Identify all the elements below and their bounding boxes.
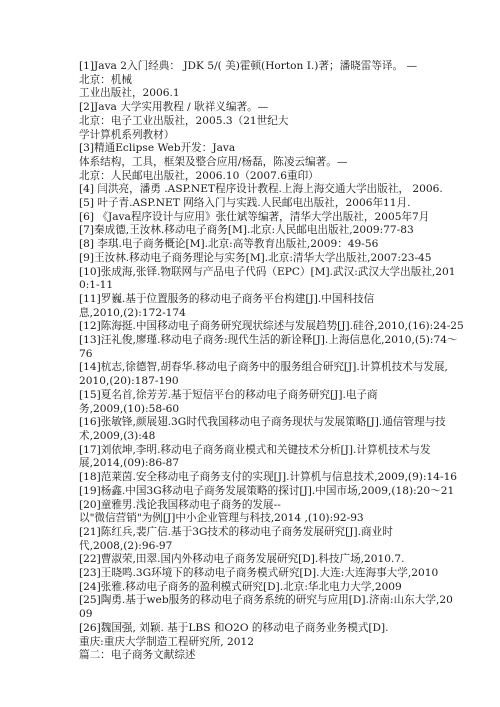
text-line: 息,2010,(2):172-174: [79, 306, 186, 319]
text-line: [13]汪礼俊,廖瑾.移动电子商务:现代生活的新诠释[J].上海信息化,2010,(5):74～: [79, 334, 458, 347]
text-line: [11]罗巍.基于位置服务的移动电子商务平台构建[J].中国科技信: [79, 292, 375, 305]
text-line: 重庆:重庆大学制造工程研究所, 2012: [79, 635, 254, 648]
text-line: [5] 叶子青.ASP.NET 网络入门与实践.人民邮电出版社，2006年11月.: [79, 197, 411, 210]
text-line: [4] 闫洪亮，潘勇 .ASP.NET程序设计教程.上海上海交通大学出版社， 2006.: [79, 183, 443, 196]
text-line: 工业出版社，2006.1: [79, 87, 180, 100]
text-line: 术,2009,(3):48: [79, 429, 156, 442]
text-line: [19]杨鑫.中国3G移动电子商务发展策略的探讨[J].中国市场,2009,(18):20～21: [79, 484, 455, 497]
text-line: [9]王汝林.移动电子商务理论与实务[M].北京:清华大学出版社,2007:23-45: [79, 251, 432, 264]
text-line: 09: [79, 608, 93, 621]
text-line: 北京：机械: [79, 73, 132, 86]
text-line: 76: [79, 347, 93, 360]
text-line: [20]童雅男.浅论我国移动电子商务的发展--: [79, 498, 281, 511]
text-line: 篇二：电子商务文献综述: [79, 649, 196, 662]
text-line: [17]刘依坤,李明.移动电子商务商业模式和关键技术分析[J].计算机技术与发: [79, 443, 431, 456]
text-line: 体系结构，工具，框架及整合应用/杨磊，陈凌云编著。—: [79, 155, 348, 168]
text-line: [24]张雅.移动电子商务的盈利模式研究[D].北京:华北电力大学,2009: [79, 580, 402, 593]
text-line: [1]Java 2入门经典： JDK 5/( 美)霍顿(Horton I.)著；潘晓雷等译。 —: [79, 60, 418, 72]
text-line: [21]陈红兵,裴广信.基于3G技术的移动电子商务发展研究[J].商业时: [79, 525, 393, 538]
text-line: [15]夏名首,徐芳芳.基于短信平台的移动电子商务研究[J].电子商: [79, 388, 378, 401]
text-line: 2010,(20):187-190: [79, 375, 179, 388]
text-line: 0:1-11: [79, 279, 114, 292]
text-line: [12]陈海挺.中国移动电子商务研究现状综述与发展趋势[J].硅谷,2010,(16):24-25: [79, 320, 464, 333]
text-line: [22]曹淑荣,田翠.国内外移动电子商务发展研究[D].科技广场,2010.7.: [79, 553, 405, 566]
text-line: [18]范莱茵.安全移动电子商务支付的实现[J].计算机与信息技术,2009,(9):14-16: [79, 471, 458, 484]
text-line: 学计算机系列教材）: [79, 128, 175, 141]
text-line: 代,2008,(2):96-97: [79, 539, 173, 552]
text-line: [25]陶勇.基于web服务的移动电子商务系统的研究与应用[D].济南:山东大学,20: [79, 594, 453, 607]
text-line: [26]魏国强, 刘颖. 基于LBS 和O2O 的移动电子商务业务模式[D].: [79, 621, 389, 634]
text-line: [10]张成海,张铎.物联网与产品电子代码（EPC）[M].武汉:武汉大学出版社,201: [79, 265, 456, 278]
text-line: [6] 《Java程序设计与应用》张仕斌等编著，清华大学出版社，2005年7月: [79, 210, 430, 223]
text-line: [16]张敏锋,颜展翅.3G时代我国移动电子商务现状与发展策略[J].通信管理与技: [79, 416, 446, 429]
text-line: [3]精通Eclipse Web开发：Java: [79, 142, 236, 155]
text-line: 展,2014,(09):86-87: [79, 457, 180, 470]
reference-list: [79, 60, 482, 663]
text-line: [23]王晓鸣.3G环境下的移动电子商务模式研究[D].大连:大连海事大学,2010: [79, 567, 439, 580]
text-line: [8] 李琪.电子商务概论[M].北京:高等教育出版社,2009：49-56: [79, 238, 379, 251]
text-line: 以"微信营销"为例[J]中小企业管理与科技,2014 ,(10):92-93: [79, 512, 364, 525]
text-line: 务,2009,(10):58-60: [79, 402, 180, 415]
text-line: [7]秦成德,王汝林.移动电子商务[M].北京:人民邮电出版社,2009:77-83: [79, 224, 414, 237]
text-line: [2]Java 大学实用教程 / 耿祥义编著。—: [79, 101, 269, 114]
text-line: 北京：电子工业出版社，2005.3（21世纪大: [79, 114, 289, 127]
text-line: [14]杭志,徐德智,胡春华.移动电子商务中的服务组合研究[J].计算机技术与发展,: [79, 361, 448, 374]
text-line: 北京：人民邮电出版社，2006.10（2007.6重印）: [79, 169, 319, 182]
